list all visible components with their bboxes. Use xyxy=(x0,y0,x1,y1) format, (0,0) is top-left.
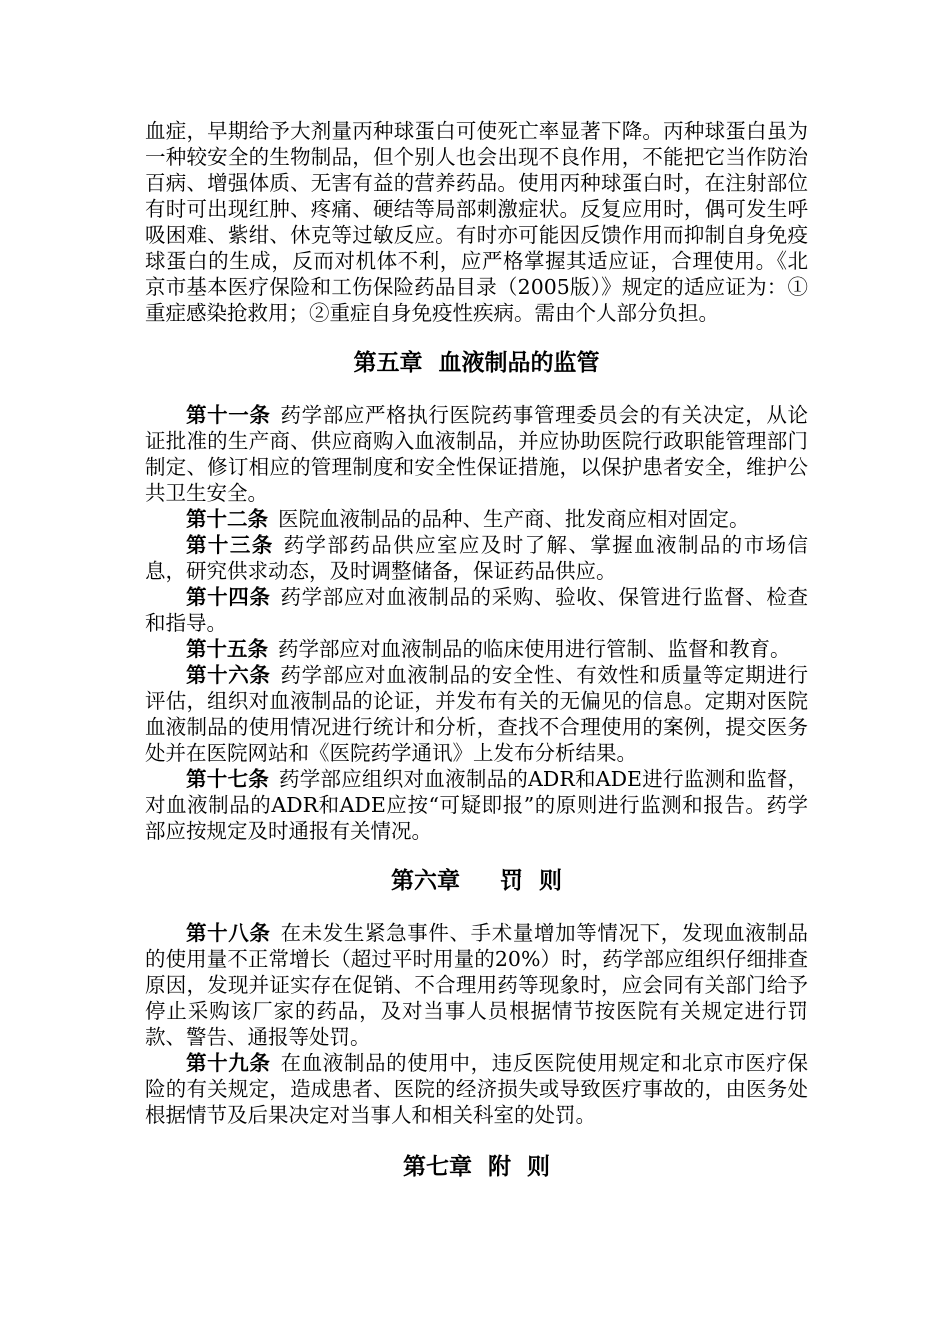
article-11 xyxy=(145,402,808,506)
article-text: 药学部应对血液制品的采购、验收、保管进行监督、检查和指导。 xyxy=(145,585,808,635)
article-label: 第十四条 xyxy=(186,585,271,609)
article-text: 在未发生紧急事件、手术量增加等情况下，发现血液制品的使用量不正常增长（超过平时用量的20%）时，药学部应组织仔细排查原因，发现并证实存在促销、不合理用药等现象时，应会同有关部门给予停止采购该厂家的药品，及对当事人员根据情节按医院有关规定进行罚款、警告、通报等处罚。 xyxy=(145,921,808,1049)
article-14 xyxy=(145,584,808,636)
article-16 xyxy=(145,662,808,766)
article-15 xyxy=(145,636,808,662)
intro-paragraph: 血症，早期给予大剂量丙种球蛋白可使死亡率显著下降。丙种球蛋白虽为一种较安全的生物制品，但个别人也会出现不良作用，不能把它当作防治百病、增强体质、无害有益的营养药品。使用丙种球蛋白时，在注射部位有时可出现红肿、疼痛、硬结等局部刺激症状。反复应用时，偶可发生呼吸困难、紫绀、休克等过敏反应。有时亦可能因反馈作用而抑制自身免疫球蛋白的生成，反而对机体不利，应严格掌握其适应证，合理使用。《北京市基本医疗保险和工伤保险药品目录（2005版）》规定的适应证为：①重症感染抢救用；②重症自身免疫性疾病。需由个人部分负担。 xyxy=(145,119,808,325)
chapter-6-heading xyxy=(145,866,808,896)
article-text: 药学部应对血液制品的临床使用进行管制、监督和教育。 xyxy=(278,637,791,661)
article-label: 第十一条 xyxy=(186,403,271,427)
chapter-5-number: 第五章 xyxy=(353,350,423,376)
article-label: 第十六条 xyxy=(186,663,271,687)
document-page xyxy=(145,118,808,1182)
article-label: 第十五条 xyxy=(186,637,268,661)
article-17 xyxy=(145,766,808,844)
article-text: 药学部应严格执行医院药事管理委员会的有关决定，从论证批准的生产商、供应商购入血液制品，并应协助医院行政职能管理部门制定、修订相应的管理制度和安全性保证措施，以保护患者安全，维护公共卫生安全。 xyxy=(145,403,808,505)
article-label: 第十二条 xyxy=(186,507,268,531)
article-label: 第十七条 xyxy=(186,767,270,791)
chapter-6-title: 罚 则 xyxy=(499,868,562,894)
article-label: 第十九条 xyxy=(186,1051,271,1075)
article-text: 医院血液制品的品种、生产商、批发商应相对固定。 xyxy=(278,507,750,531)
article-text: 药学部药品供应室应及时了解、掌握血液制品的市场信息，研究供求动态，及时调整储备，保证药品供应。 xyxy=(145,533,809,583)
article-12 xyxy=(145,506,808,532)
article-text: 在血液制品的使用中，违反医院使用规定和北京市医疗保险的有关规定，造成患者、医院的经济损失或导致医疗事故的，由医务处根据情节及后果决定对当事人和相关科室的处罚。 xyxy=(145,1051,808,1127)
article-label: 第十三条 xyxy=(186,533,274,557)
article-text: 药学部应对血液制品的安全性、有效性和质量等定期进行评估，组织对血液制品的论证，并发布有关的无偏见的信息。定期对医院血液制品的使用情况进行统计和分析，查找不合理使用的案例，提交医务处并在医院网站和《医院药学通讯》上发布分析结果。 xyxy=(145,663,808,765)
article-18 xyxy=(145,920,808,1050)
chapter-7-number: 第七章 xyxy=(402,1154,472,1180)
article-13 xyxy=(145,532,808,584)
chapter-5-heading xyxy=(145,348,808,378)
article-text: 药学部应组织对血液制品的ADR和ADE进行监测和监督，对血液制品的ADR和ADE应按“可疑即报”的原则进行监测和报告。药学部应按规定及时通报有关情况。 xyxy=(145,767,809,843)
chapter-7-heading xyxy=(145,1152,808,1182)
chapter-6-number: 第六章 xyxy=(390,868,460,894)
article-label: 第十八条 xyxy=(186,921,271,945)
chapter-7-title: 附 则 xyxy=(487,1154,550,1180)
article-19 xyxy=(145,1050,808,1128)
chapter-5-title: 血液制品的监管 xyxy=(438,350,600,376)
